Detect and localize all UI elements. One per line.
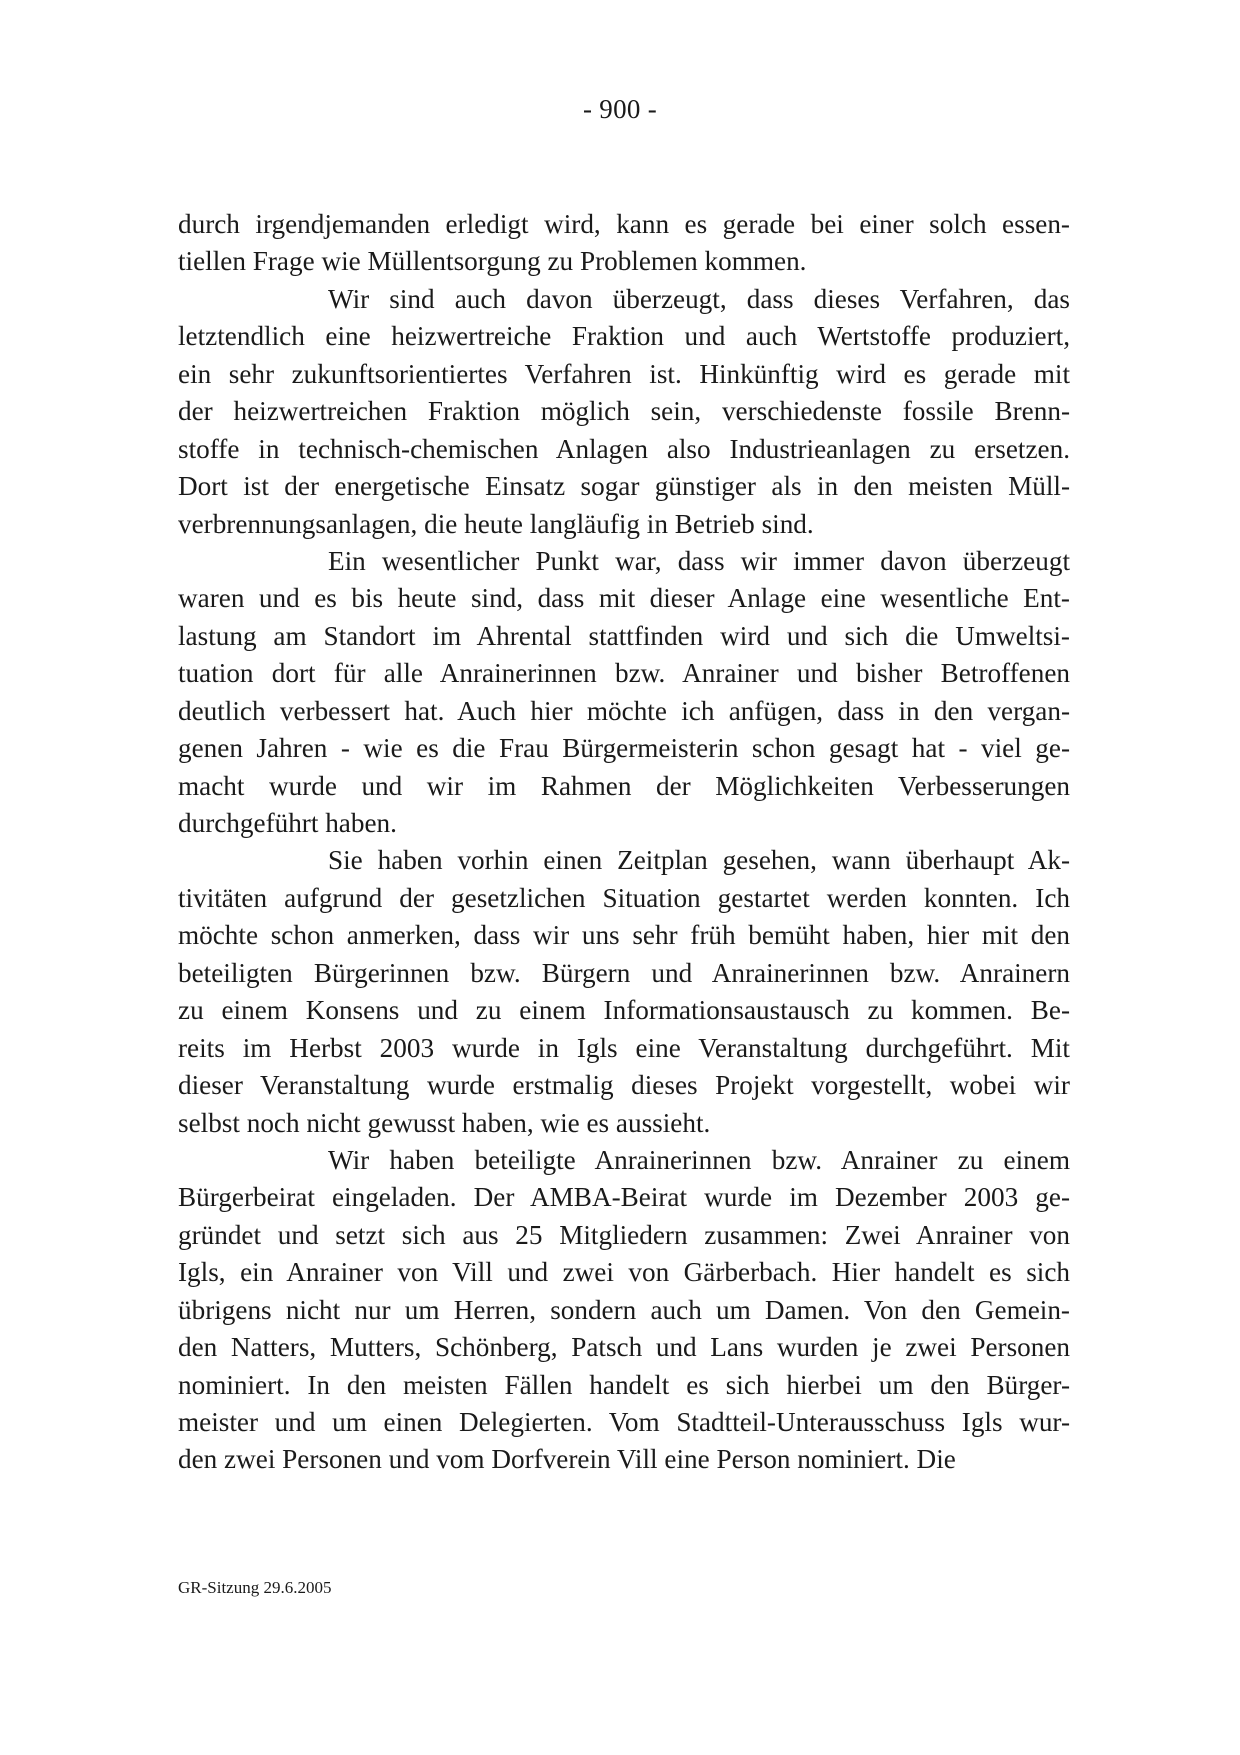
text-line: Ein wesentlicher Punkt war, dass wir immer davon überzeugt [328, 545, 1070, 576]
text-line: Sie haben vorhin einen Zeitplan gesehen, wann überhaupt Ak- [328, 845, 1070, 876]
paragraph [178, 1142, 1070, 1479]
text-line: genen Jahren - wie es die Frau Bürgermeisterin schon gesagt hat - viel ge- [178, 733, 1070, 764]
text-line: den zwei Personen und vom Dorfverein Vill eine Person nominiert. Die [178, 1444, 956, 1475]
text-line: Wir sind auch davon überzeugt, dass dieses Verfahren, das [328, 283, 1070, 314]
text-line: durch irgendjemanden erledigt wird, kann es gerade bei einer solch essen- [178, 209, 1070, 239]
text-line: beteiligten Bürgerinnen bzw. Bürgern und Anrainerinnen bzw. Anrainern [178, 957, 1070, 988]
text-line: Dort ist der energetische Einsatz sogar günstiger als in den meisten Müll- [178, 471, 1070, 502]
text-line: ein sehr zukunftsorientiertes Verfahren ist. Hinkünftig wird es gerade mit [178, 358, 1070, 389]
text-line: übrigens nicht nur um Herren, sondern auch um Damen. Von den Gemein- [178, 1294, 1070, 1325]
text-line: Wir haben beteiligte Anrainerinnen bzw. Anrainer zu einem [328, 1144, 1070, 1175]
footer-session-date: GR-Sitzung 29.6.2005 [178, 1578, 332, 1597]
paragraph [178, 543, 1070, 843]
text-line: tiellen Frage wie Müllentsorgung zu Problemen kommen. [178, 246, 807, 277]
text-line: Bürgerbeirat eingeladen. Der AMBA-Beirat wurde im Dezember 2003 ge- [178, 1182, 1070, 1213]
paragraph [178, 281, 1070, 543]
text-line: möchte schon anmerken, dass wir uns sehr früh bemüht haben, hier mit den [178, 920, 1070, 951]
text-line: lastung am Standort im Ahrental stattfinden wird und sich die Umweltsi- [178, 620, 1070, 651]
text-line: letztendlich eine heizwertreiche Fraktion und auch Wertstoffe produziert, [178, 321, 1070, 352]
text-line: meister und um einen Delegierten. Vom Stadtteil-Unterausschuss Igls wur- [178, 1407, 1070, 1437]
text-line: reits im Herbst 2003 wurde in Igls eine Veranstaltung durchgeführt. Mit [178, 1032, 1070, 1063]
body-text [178, 206, 1070, 1479]
text-line: stoffe in technisch-chemischen Anlagen also Industrieanlagen zu ersetzen. [178, 433, 1070, 464]
text-line: waren und es bis heute sind, dass mit dieser Anlage eine wesentliche Ent- [178, 583, 1070, 614]
text-line: tivitäten aufgrund der gesetzlichen Situation gestartet werden konnten. Ich [178, 882, 1070, 913]
text-line: selbst noch nicht gewusst haben, wie es aussieht. [178, 1107, 711, 1138]
text-line: dieser Veranstaltung wurde erstmalig dieses Projekt vorgestellt, wobei wir [178, 1070, 1070, 1101]
text-line: gründet und setzt sich aus 25 Mitgliedern zusammen: Zwei Anrainer von [178, 1219, 1070, 1250]
text-line: Igls, ein Anrainer von Vill und zwei von Gärberbach. Hier handelt es sich [178, 1257, 1070, 1288]
page-number: - 900 - [582, 94, 658, 124]
text-line: der heizwertreichen Fraktion möglich sein, verschiedenste fossile Brenn- [178, 396, 1070, 427]
text-line: deutlich verbessert hat. Auch hier möchte ich anfügen, dass in den vergan- [178, 695, 1070, 726]
text-line: durchgeführt haben. [178, 808, 397, 838]
text-line: tuation dort für alle Anrainerinnen bzw. Anrainer und bisher Betroffenen [178, 658, 1070, 689]
text-line: macht wurde und wir im Rahmen der Möglichkeiten Verbesserungen [178, 770, 1070, 801]
text-line: nominiert. In den meisten Fällen handelt es sich hierbei um den Bürger- [178, 1369, 1070, 1400]
text-line: den Natters, Mutters, Schönberg, Patsch und Lans wurden je zwei Personen [178, 1332, 1070, 1363]
text-line: zu einem Konsens und zu einem Informationsaustausch zu kommen. Be- [178, 995, 1070, 1026]
text-line: verbrennungsanlagen, die heute langläufig in Betrieb sind. [178, 508, 814, 539]
paragraph [178, 842, 1070, 1142]
paragraph [178, 206, 1070, 281]
